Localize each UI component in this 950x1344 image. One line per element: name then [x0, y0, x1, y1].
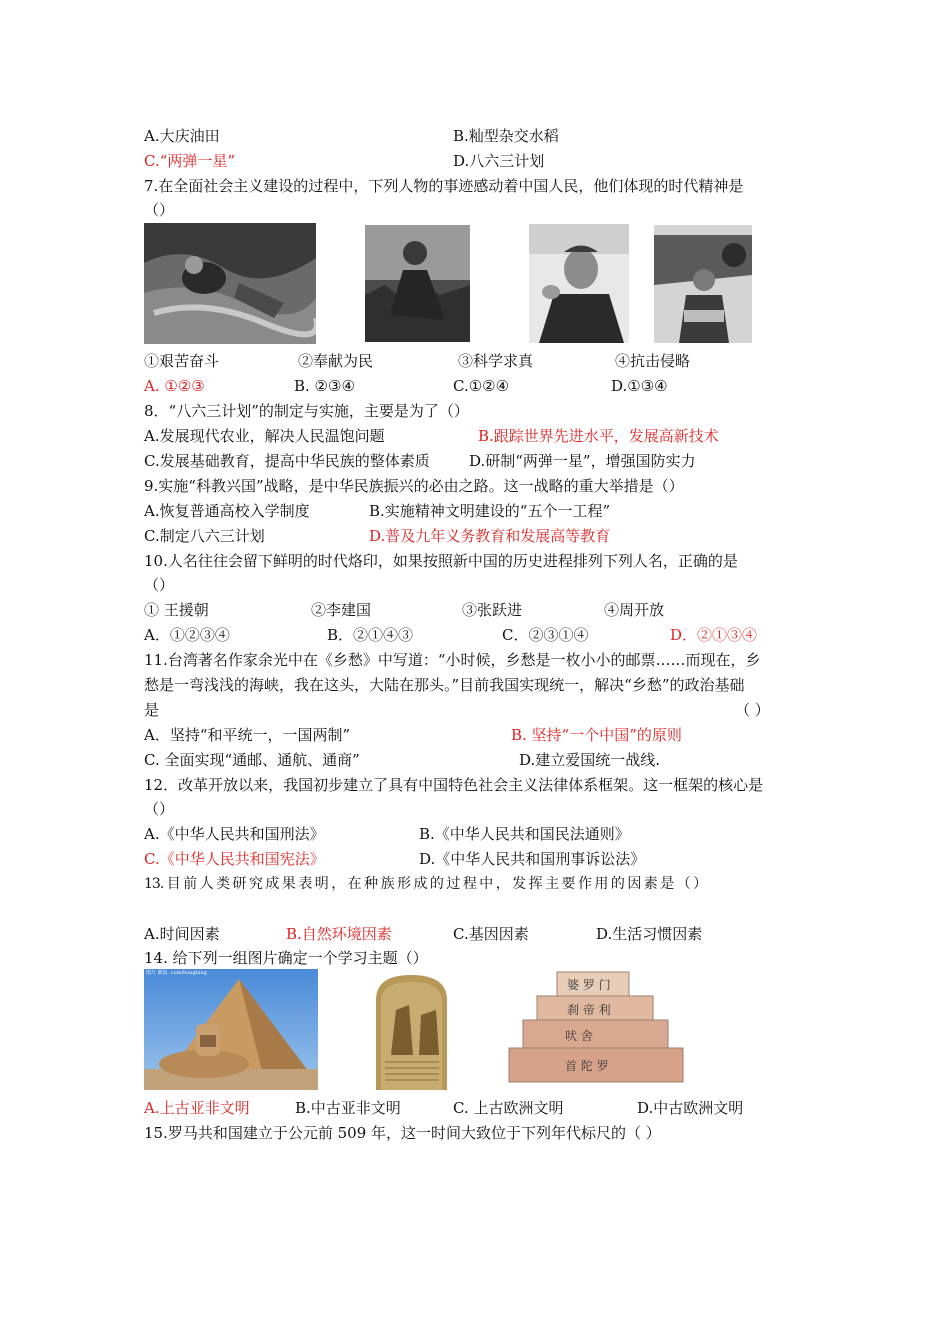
caste-label-vaishya: 吠 舍 [565, 1029, 593, 1043]
photo-scientist [529, 224, 629, 343]
q9-option-b: B.实施精神文明建设的“五个一工程” [369, 502, 611, 520]
q8-stem: 8．“八六三计划”的制定与实施，主要是为了（） [144, 402, 469, 420]
q12-stem: 12．改革开放以来，我国初步建立了具有中国特色社会主义法律体系框架。这一框架的核心是 [144, 776, 764, 794]
q10-option-a: A．①②③④ [144, 626, 230, 644]
q12-stem-paren: （） [144, 800, 175, 818]
q9-option-d-answer: D.普及九年义务教育和发展高等教育 [369, 527, 611, 545]
q7-label-2: ②奉献为民 [298, 352, 374, 370]
q14-option-b: B.中古亚非文明 [295, 1099, 401, 1117]
q7-option-a-answer: A. ①②③ [144, 377, 205, 395]
q10-name-1: ① 王援朝 [144, 601, 209, 619]
q9-stem: 9.实施“科教兴国”战略，是中华民族振兴的必由之路。这一战略的重大举措是（） [144, 477, 684, 495]
q10-option-b: B．②①④③ [327, 626, 414, 644]
q6-option-b: B.籼型杂交水稻 [453, 127, 559, 145]
q7-label-3: ③科学求真 [458, 352, 534, 370]
photo-hammurabi-code-stele [361, 970, 462, 1090]
q11-answer-paren: （ ） [735, 701, 770, 719]
photo-pyramid-sphinx [144, 969, 318, 1090]
q10-option-c: C．②③①④ [502, 626, 589, 644]
q14-option-c: C. 上古欧洲文明 [453, 1099, 564, 1117]
q13-stem: 13. 目 前 人 类 研 究 成 果 表 明 ， 在 种 族 形 成 的 过 程 中 ， 发 挥 主 要 作 用 的 因 素 是 （ ） [144, 876, 707, 892]
caste-label-kshatriya: 刹 帝 利 [567, 1003, 611, 1017]
q12-option-d: D.《中华人民共和国刑事诉讼法》 [419, 850, 646, 868]
q11-stem-line1: 11.台湾著名作家余光中在《乡愁》中写道：“小时候，乡愁是一枚小小的邮票……而现在，乡 [144, 651, 761, 669]
q12-option-a: A.《中华人民共和国刑法》 [144, 825, 325, 843]
pyramid-photo-caption: 图片 新浪 .com/hongbing [146, 970, 207, 976]
q7-option-c: C.①②④ [453, 377, 510, 395]
q7-option-b: B. ②③④ [294, 377, 355, 395]
q13-option-a: A.时间因素 [144, 925, 220, 943]
q7-option-d: D.①③④ [611, 377, 668, 395]
q11-stem-line3: 是 [144, 701, 160, 719]
q12-option-c-answer: C.《中华人民共和国宪法》 [144, 850, 325, 868]
q8-option-d: D.研制“两弹一星”，增强国防实力 [469, 452, 696, 470]
q10-option-d-answer: D．②①③④ [670, 626, 758, 644]
q13-option-b-answer: B.自然环境因素 [286, 925, 392, 943]
q11-option-c: C. 全面实现“通邮、通航、通商” [144, 751, 360, 769]
q13-option-c: C.基因因素 [453, 925, 529, 943]
q7-label-4: ④抗击侵略 [615, 352, 691, 370]
q7-stem: 7.在全面社会主义建设的过程中，下列人物的事迹感动着中国人民，他们体现的时代精神是 [144, 177, 744, 195]
caste-label-brahmin: 婆 罗 门 [567, 978, 611, 992]
q8-option-c: C.发展基础教育，提高中华民族的整体素质 [144, 452, 430, 470]
q10-name-3: ③张跃进 [462, 601, 523, 619]
q6-option-c-answer: C.“两弹一星” [144, 152, 236, 170]
q9-option-a: A.恢复普通高校入学制度 [144, 502, 310, 520]
q10-stem: 10.人名往往会留下鲜明的时代烙印，如果按照新中国的历史进程排列下列人名，正确的是 [144, 552, 738, 570]
q11-option-a: A．坚持“和平统一，一国两制” [144, 726, 351, 744]
q14-option-d: D.中古欧洲文明 [637, 1099, 744, 1117]
q15-stem: 15.罗马共和国建立于公元前 509 年，这一时间大致位于下列年代标尺的（ ） [144, 1124, 661, 1142]
q7-label-1: ①艰苦奋斗 [144, 352, 220, 370]
q13-option-d: D.生活习惯因素 [596, 925, 703, 943]
q9-option-c: C.制定八六三计划 [144, 527, 265, 545]
photo-soldier-in-mud [144, 223, 316, 344]
q12-option-b: B.《中华人民共和国民法通则》 [419, 825, 630, 843]
q11-option-d: D.建立爱国统一战线. [519, 751, 661, 769]
photo-soldier-reading [654, 225, 752, 343]
q11-stem-line2: 愁是一弯浅浅的海峡，我在这头，大陆在那头。”目前我国实现统一，解决“乡愁”的政治基础 [144, 676, 745, 694]
q6-option-d: D.八六三计划 [453, 152, 545, 170]
photo-farmer-in-field [365, 225, 470, 342]
caste-label-shudra: 首 陀 罗 [565, 1059, 609, 1073]
q7-stem-paren: （） [144, 201, 175, 219]
q8-option-b-answer: B.跟踪世界先进水平，发展高新技术 [478, 427, 719, 445]
q6-option-a: A.大庆油田 [144, 127, 220, 145]
q10-stem-paren: （） [144, 576, 175, 594]
q8-option-a: A.发展现代农业，解决人民温饱问题 [144, 427, 385, 445]
q10-name-4: ④周开放 [604, 601, 665, 619]
q10-name-2: ②李建国 [311, 601, 372, 619]
diagram-indian-caste-pyramid [505, 970, 685, 1085]
q14-stem: 14. 给下列一组图片确定一个学习主题（） [144, 949, 428, 967]
q14-option-a-answer: A.上古亚非文明 [144, 1099, 250, 1117]
q11-option-b-answer: B. 坚持“一个中国”的原则 [511, 726, 682, 744]
